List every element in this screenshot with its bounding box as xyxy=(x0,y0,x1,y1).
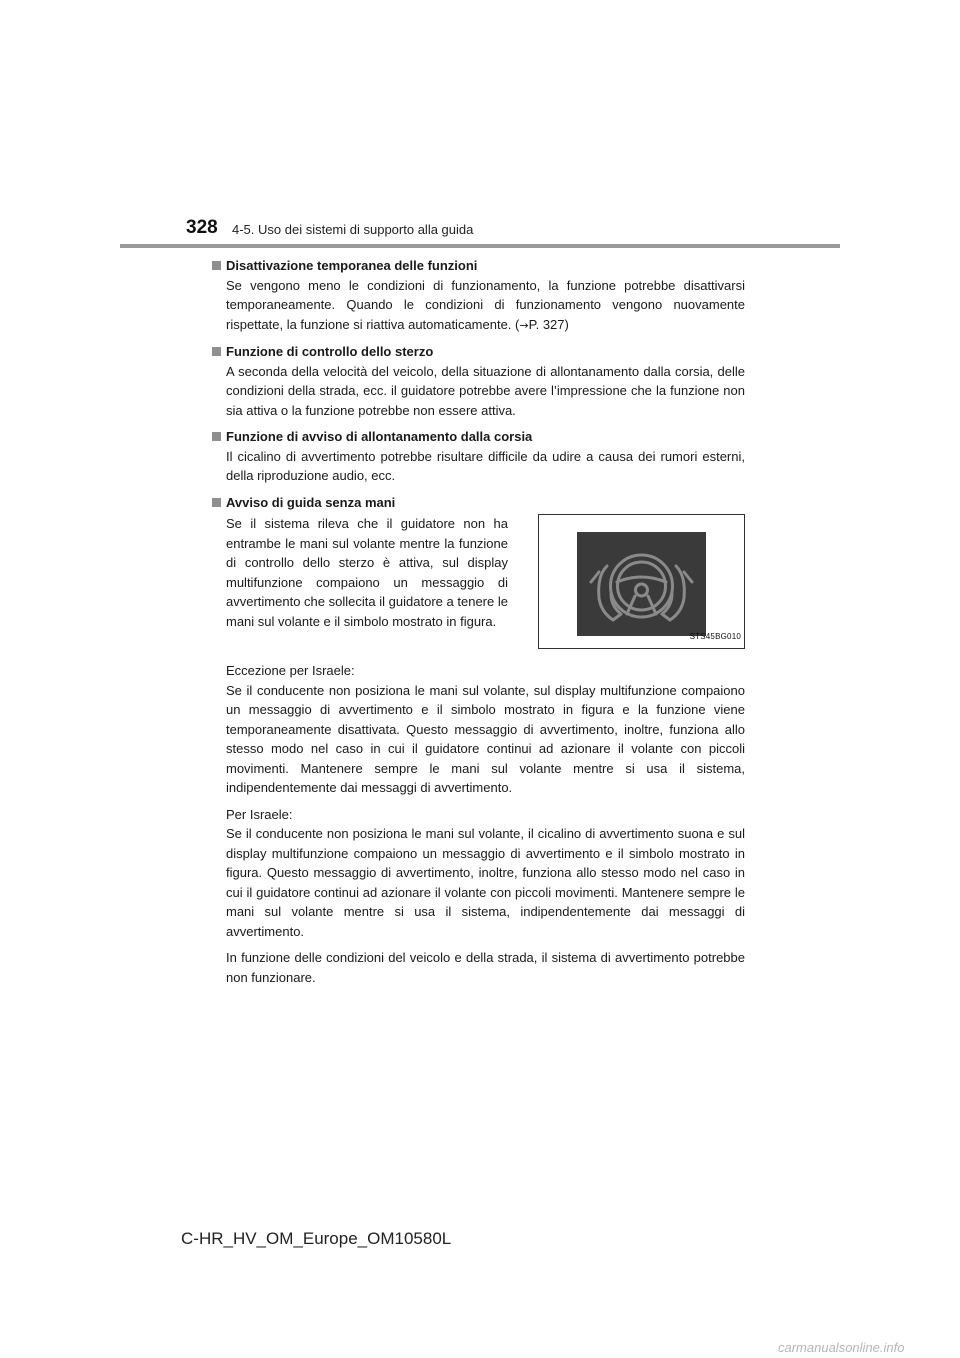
page-reference-link[interactable]: P. 327 xyxy=(528,316,565,332)
heading-text: Funzione di avviso di allontanamento dalla corsia xyxy=(226,429,533,444)
paragraph-lead: Per Israele: xyxy=(226,806,293,822)
square-bullet-icon xyxy=(212,432,221,441)
section-lane-departure-alert xyxy=(212,427,745,486)
right-arrow-icon: → xyxy=(519,318,529,332)
figure-row xyxy=(226,514,745,649)
section-heading xyxy=(212,427,745,447)
heading-text: Funzione di controllo dello sterzo xyxy=(226,344,434,359)
section-steering-control xyxy=(212,342,745,420)
section-temporary-deactivation xyxy=(212,256,745,335)
section-body xyxy=(212,276,745,336)
square-bullet-icon xyxy=(212,498,221,507)
section-title: 4-5. Uso dei sistemi di supporto alla guida xyxy=(232,222,474,237)
paragraph-israel-exception xyxy=(226,661,745,798)
section-body: Il cicalino di avvertimento potrebbe risultare difficile da udire a causa dei rumori esterni, della riproduzione audio, ecc. xyxy=(226,448,745,483)
warning-figure xyxy=(538,514,745,649)
paragraph-text: Se il conducente non posiziona le mani sul volante, il cicalino di avvertimento suona e sul display multifunzione compaiono un messaggio di avvertimento e il simbolo mostrato in figura. Questo messaggio di avvertimento, inoltre, funziona allo stesso modo nel caso in cui il guidatore continui ad azionare il volante con piccoli movimenti. Mantenere sempre le mani sul volante mentre si usa il sistema, indipendentemente dai messaggi di avvertimento. xyxy=(226,826,745,939)
figure-code: STS45BG010 xyxy=(689,631,741,641)
section-heading xyxy=(212,493,745,513)
page-content xyxy=(212,256,745,994)
section-body: A seconda della velocità del veicolo, della situazione di allontanamento dalla corsia, delle condizioni della strada, ecc. il guidatore potrebbe avere l’impressione che la funzione non sia attiva o la funzione potrebbe non essere attiva. xyxy=(226,363,745,418)
document-id: C-HR_HV_OM_Europe_OM10580L xyxy=(181,1229,452,1248)
section-heading xyxy=(212,256,745,276)
section-heading xyxy=(212,342,745,362)
page-header xyxy=(0,0,960,250)
heading-text: Disattivazione temporanea delle funzioni xyxy=(226,258,478,273)
header-divider xyxy=(120,244,840,248)
body-text-end: ) xyxy=(564,316,569,332)
section-body xyxy=(212,514,745,987)
body-text: Se vengono meno le condizioni di funzionamento, la funzione potrebbe disattivarsi temporaneamente. Quando le condizioni di funzionamento vengono nuovamente rispettate, la funzione si riattiva automaticamente. ( xyxy=(226,277,745,332)
watermark: carmanualsonline.info xyxy=(778,1340,905,1355)
page-number: 328 xyxy=(186,217,218,238)
section-hands-off-warning xyxy=(212,493,745,988)
square-bullet-icon xyxy=(212,347,221,356)
paragraph-closing: In funzione delle condizioni del veicolo e della strada, il sistema di avvertimento potrebbe non funzionare. xyxy=(226,950,745,985)
figure-description: Se il sistema rileva che il guidatore non ha entrambe le mani sul volante mentre la funzione di controllo dello sterzo è attiva, sul display multifunzione compaiono un messaggio di avvertimento che sollecita il guidatore a tenere le mani sul volante e il simbolo mostrato in figura. xyxy=(226,516,508,629)
steering-wheel-with-hands-icon xyxy=(577,532,706,636)
paragraph-text: Se il conducente non posiziona le mani sul volante, sul display multifunzione compaiono un messaggio di avvertimento e il simbolo mostrato in figura e la funzione viene temporaneamente disattivata. Questo messaggio di avvertimento, inoltre, funziona allo stesso modo nel caso in cui il guidatore continui ad azionare il volante con piccoli movimenti. Mantenere sempre le mani sul volante mentre si usa il sistema, indipendentemente dai messaggi di avvertimento. xyxy=(226,682,745,795)
heading-text: Avviso di guida senza mani xyxy=(226,494,396,510)
square-bullet-icon xyxy=(212,261,221,270)
paragraph-israel xyxy=(226,805,745,942)
display-screen xyxy=(577,532,706,636)
paragraph-lead: Eccezione per Israele: xyxy=(226,663,355,678)
